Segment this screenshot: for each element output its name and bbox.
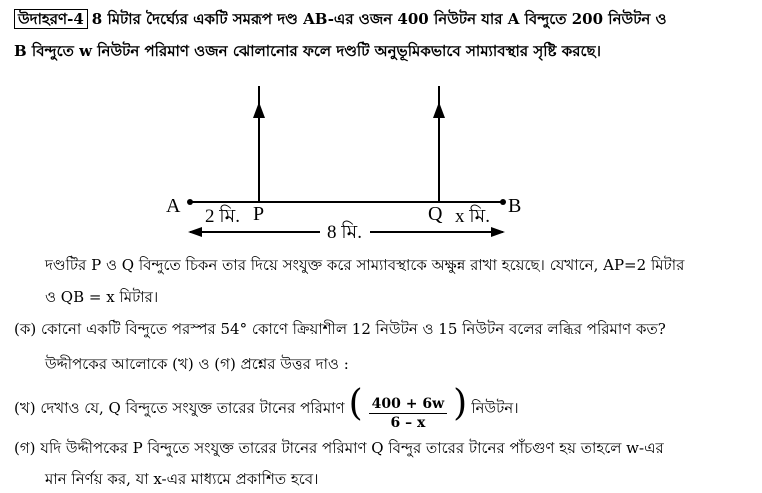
question-instruction: উদ্দীপকের আলোকে (খ) ও (গ) প্রশ্নের উত্তর দাও :: [45, 355, 349, 373]
point-a-dot: [187, 199, 193, 205]
example-line-2: B বিন্দুতে w নিউটন পরিমাণ ওজন ঝোলানোর ফলে দণ্ডটি অনুভূমিকভাবে সাম্যাবস্থার সৃষ্টি করছে।: [14, 42, 601, 60]
fraction-denominator: 6 – x: [390, 415, 426, 431]
total-length-label: 8 মি.: [327, 222, 362, 243]
point-q-label: Q: [428, 203, 443, 225]
question-kha-prefix: (খ) দেখাও যে, Q বিন্দুতে সংযুক্ত তারের টানের পরিমাণ: [14, 398, 345, 417]
point-a-label: A: [166, 195, 181, 217]
question-ga-line-2: মান নির্ণয় কর, যা x-এর মাধ্যমে প্রকাশিত হবে।: [45, 470, 319, 488]
length-arrowhead-left: [188, 227, 202, 237]
tension-q-arrow: [433, 102, 445, 118]
ap-length-label: 2 মি.: [205, 206, 240, 227]
description-line-1: দণ্ডটির P ও Q বিন্দুতে চিকন তার দিয়ে সংযুক্ত করে সাম্যাবস্থাকে অক্ষুন্ন রাখা হয়েছে। যেখানে, AP=2 মিটার: [45, 256, 685, 274]
question-ga-line-1: (গ) যদি উদ্দীপকের P বিন্দুতে সংযুক্ত তারের টানের পরিমাণ Q বিন্দুর তারের টানের পাঁচগুণ হয় তাহলে w-এর: [14, 439, 664, 457]
description-line-2: ও QB = x মিটার।: [45, 288, 159, 306]
question-ka: (ক) কোনো একটি বিন্দুতে পরস্পর 54° কোণে ক্রিয়াশীল 12 নিউটন ও 15 নিউটন বলের লব্ধির পরিমাণ কত?: [14, 320, 666, 338]
example-label: উদাহরণ-4: [14, 9, 88, 29]
point-b-label: B: [508, 195, 522, 217]
example-text-1: 8 মিটার দৈর্ঘ্যের একটি সমরূপ দণ্ড AB-এর ওজন 400 নিউটন যার A বিন্দুতে 200 নিউটন ও: [91, 10, 667, 28]
question-kha: [14, 383, 519, 432]
qb-length-label: x মি.: [455, 206, 490, 227]
length-arrowhead-right: [491, 227, 505, 237]
tension-fraction: ( $\frac{400 + 6w}{6 - x}$ ): [348, 383, 468, 431]
point-p-label: P: [253, 203, 265, 225]
tension-p-arrow: [253, 102, 265, 118]
question-kha-suffix: নিউটন।: [471, 398, 519, 417]
fraction-numerator: 400 + 6w: [369, 395, 448, 414]
point-b-dot: [500, 199, 506, 205]
